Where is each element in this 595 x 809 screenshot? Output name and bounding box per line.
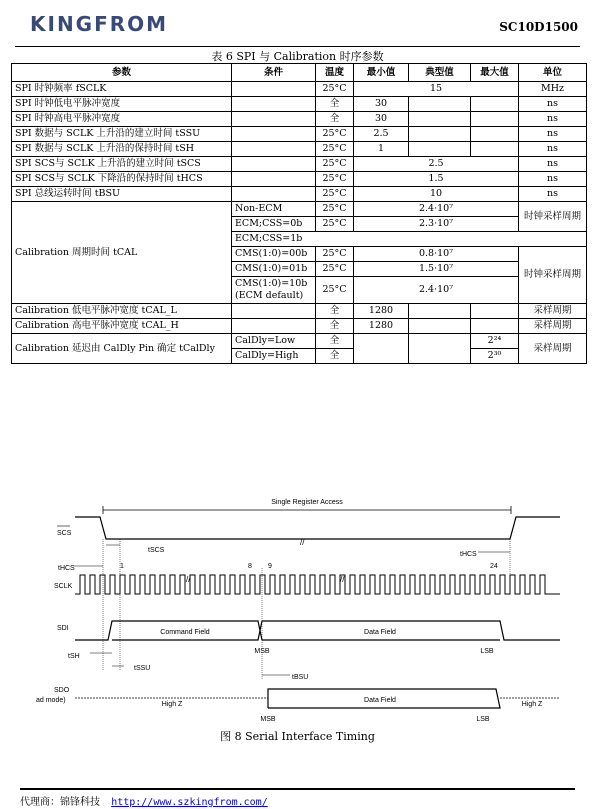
scs-waveform [75,517,560,539]
table-row [12,304,587,319]
spi-calibration-timing-table [11,63,587,364]
website-link[interactable]: http://www.szkingfrom.com/ [111,797,268,808]
condition-cell: CMS(1:0)=01b [232,262,316,277]
table-row [12,319,587,334]
unit-cell: ns [519,172,587,187]
typ-cell [409,319,471,334]
sdo-data-field-label: Data Field [364,697,396,704]
clock-9-label: 9 [268,563,272,570]
header-param: 参数 [12,64,232,82]
param-cell: SPI 数据与 SCLK 上升沿的建立时间 tSSU [12,127,232,142]
max-cell: 2³⁰ [471,349,519,364]
condition-cell: CMS(1:0)=00b [232,247,316,262]
table-row [12,97,587,112]
temperature-cell: 25°C [316,247,354,262]
single-register-access-bracket [103,506,511,514]
header-condition: 条件 [232,64,316,82]
min-cell: 30 [354,112,409,127]
scs-signal-label: SCS [57,530,72,537]
typ-cell: 15 [354,82,519,97]
sclk-signal-label: SCLK [54,583,73,590]
command-field-label: Command Field [160,629,210,636]
value-cell: 0.8·10⁷ [354,247,519,262]
temperature-cell: 25°C [316,202,354,217]
table-row [12,112,587,127]
max-cell [471,319,519,334]
serial-interface-timing-diagram [0,490,595,730]
document-code: SC10D1500 [499,20,578,34]
unit-cell: ns [519,112,587,127]
condition-cell [232,82,316,97]
sdo-lsb-label: LSB [476,716,490,723]
condition-cell: ECM;CSS=1b [232,232,587,247]
typ-cell: 10 [354,187,519,202]
table-row [12,172,587,187]
condition-cell [232,112,316,127]
temperature-cell: 全 [316,304,354,319]
param-cell: SPI SCS与 SCLK 下降沿的保持时间 tHCS [12,172,232,187]
temperature-cell: 全 [316,334,354,349]
max-cell [471,304,519,319]
single-register-access-label: Single Register Access [271,499,343,506]
table-row [12,127,587,142]
unit-cell: MHz [519,82,587,97]
max-cell [471,142,519,157]
clock-1-label: 1 [120,563,124,570]
company-logo: KINGFROM [30,12,169,36]
temperature-cell: 25°C [316,142,354,157]
unit-cell: 采样周期 [519,334,587,364]
table-row [12,82,587,97]
tssu-label: tSSU [134,665,151,672]
table-row [12,202,587,217]
tscs-label: tSCS [148,547,165,554]
typ-cell [409,127,471,142]
unit-cell: ns [519,187,587,202]
unit-cell: ns [519,142,587,157]
condition-cell [232,97,316,112]
sclk-waveform [75,575,560,594]
header-min: 最小值 [354,64,409,82]
sdi-msb-label: MSB [254,648,270,655]
temperature-cell: 25°C [316,127,354,142]
typ-cell: 1.5 [354,172,519,187]
condition-cell: Non-ECM [232,202,316,217]
min-cell: 1280 [354,319,409,334]
param-cell: Calibration 周期时间 tCAL [12,202,232,304]
sdo-signal-sublabel: ad mode) [36,697,66,704]
condition-cell [232,319,316,334]
unit-cell: ns [519,157,587,172]
typ-cell [409,334,471,364]
unit-cell: 时钟采样周期 [519,247,587,304]
param-cell: SPI 数据与 SCLK 上升沿的保持时间 tSH [12,142,232,157]
sdo-msb-label: MSB [260,716,276,723]
table-row [12,142,587,157]
typ-cell [409,97,471,112]
param-cell: Calibration 低电平脉冲宽度 tCAL_L [12,304,232,319]
value-cell: 2.4·10⁷ [354,277,519,304]
break-mark-icon: // [300,538,305,547]
min-cell: 30 [354,97,409,112]
temperature-cell: 全 [316,349,354,364]
condition-cell: CMS(1:0)=10b (ECM default) [232,277,316,304]
max-cell [471,127,519,142]
sdo-high-z-right-label: High Z [521,701,543,708]
max-cell: 2²⁴ [471,334,519,349]
clock-8-label: 8 [248,563,252,570]
page-header [15,8,580,47]
table-title: 表 6 SPI 与 Calibration 时序参数 [211,50,384,63]
temperature-cell: 25°C [316,262,354,277]
value-cell: 2.3·10⁷ [354,217,519,232]
condition-cell [232,187,316,202]
table-row [12,334,587,349]
sdo-signal-label: SDO [54,687,70,694]
unit-cell: 时钟采样周期 [519,202,587,232]
sdo-high-z-left-label: High Z [161,701,183,708]
thcs-left-label: tHCS [58,565,75,572]
min-cell: 2.5 [354,127,409,142]
condition-cell [232,127,316,142]
table-header-row [12,64,587,82]
value-cell: 2.4·10⁷ [354,202,519,217]
condition-cell: CalDly=High [232,349,316,364]
page-footer [20,788,575,808]
param-cell: SPI 总线运转时间 tBSU [12,187,232,202]
temperature-cell: 25°C [316,277,354,304]
condition-cell [232,142,316,157]
temperature-cell: 全 [316,112,354,127]
tsh-label: tSH [68,653,80,660]
temperature-cell: 25°C [316,82,354,97]
agent-label: 代理商：锦锋科技 [20,797,100,808]
param-cell: Calibration 高电平脉冲宽度 tCAL_H [12,319,232,334]
header-max: 最大值 [471,64,519,82]
max-cell [471,97,519,112]
min-cell: 1 [354,142,409,157]
timing-diagram-svg [0,490,595,730]
min-cell: 1280 [354,304,409,319]
header-unit: 单位 [519,64,587,82]
sclk-pulse-train [75,575,560,594]
condition-cell [232,157,316,172]
unit-cell: 采样周期 [519,304,587,319]
param-cell: Calibration 延迟由 CalDly Pin 确定 tCalDly [12,334,232,364]
param-cell: SPI 时钟频率 fSCLK [12,82,232,97]
param-cell: SPI SCS与 SCLK 上升沿的建立时间 tSCS [12,157,232,172]
thcs-right-label: tHCS [460,551,477,558]
max-cell [471,112,519,127]
typ-cell [409,142,471,157]
typ-cell [409,112,471,127]
break-mark-icon: // [186,575,191,584]
condition-cell: CalDly=Low [232,334,316,349]
unit-cell: ns [519,127,587,142]
condition-cell: ECM;CSS=0b [232,217,316,232]
temperature-cell: 25°C [316,172,354,187]
sdi-data-field-label: Data Field [364,629,396,636]
header-temperature: 温度 [316,64,354,82]
min-cell [354,334,409,364]
typ-cell: 2.5 [354,157,519,172]
temperature-cell: 25°C [316,187,354,202]
tbsu-label: tBSU [292,674,309,681]
condition-cell [232,304,316,319]
figure-caption: 图 8 Serial Interface Timing [220,730,375,743]
table-row [12,157,587,172]
unit-cell: 采样周期 [519,319,587,334]
header-typ: 典型值 [409,64,471,82]
condition-cell [232,172,316,187]
sdi-lsb-label: LSB [480,648,494,655]
timing-guide-lines [103,539,510,680]
temperature-cell: 全 [316,97,354,112]
unit-cell: ns [519,97,587,112]
typ-cell [409,304,471,319]
sdi-signal-label: SDI [57,625,69,632]
break-mark-icon: // [340,575,345,584]
param-cell: SPI 时钟高电平脉冲宽度 [12,112,232,127]
table-row [12,187,587,202]
clock-24-label: 24 [490,563,498,570]
temperature-cell: 25°C [316,217,354,232]
sdi-data-waveform [262,621,560,640]
temperature-cell: 25°C [316,157,354,172]
value-cell: 1.5·10⁷ [354,262,519,277]
temperature-cell: 全 [316,319,354,334]
param-cell: SPI 时钟低电平脉冲宽度 [12,97,232,112]
